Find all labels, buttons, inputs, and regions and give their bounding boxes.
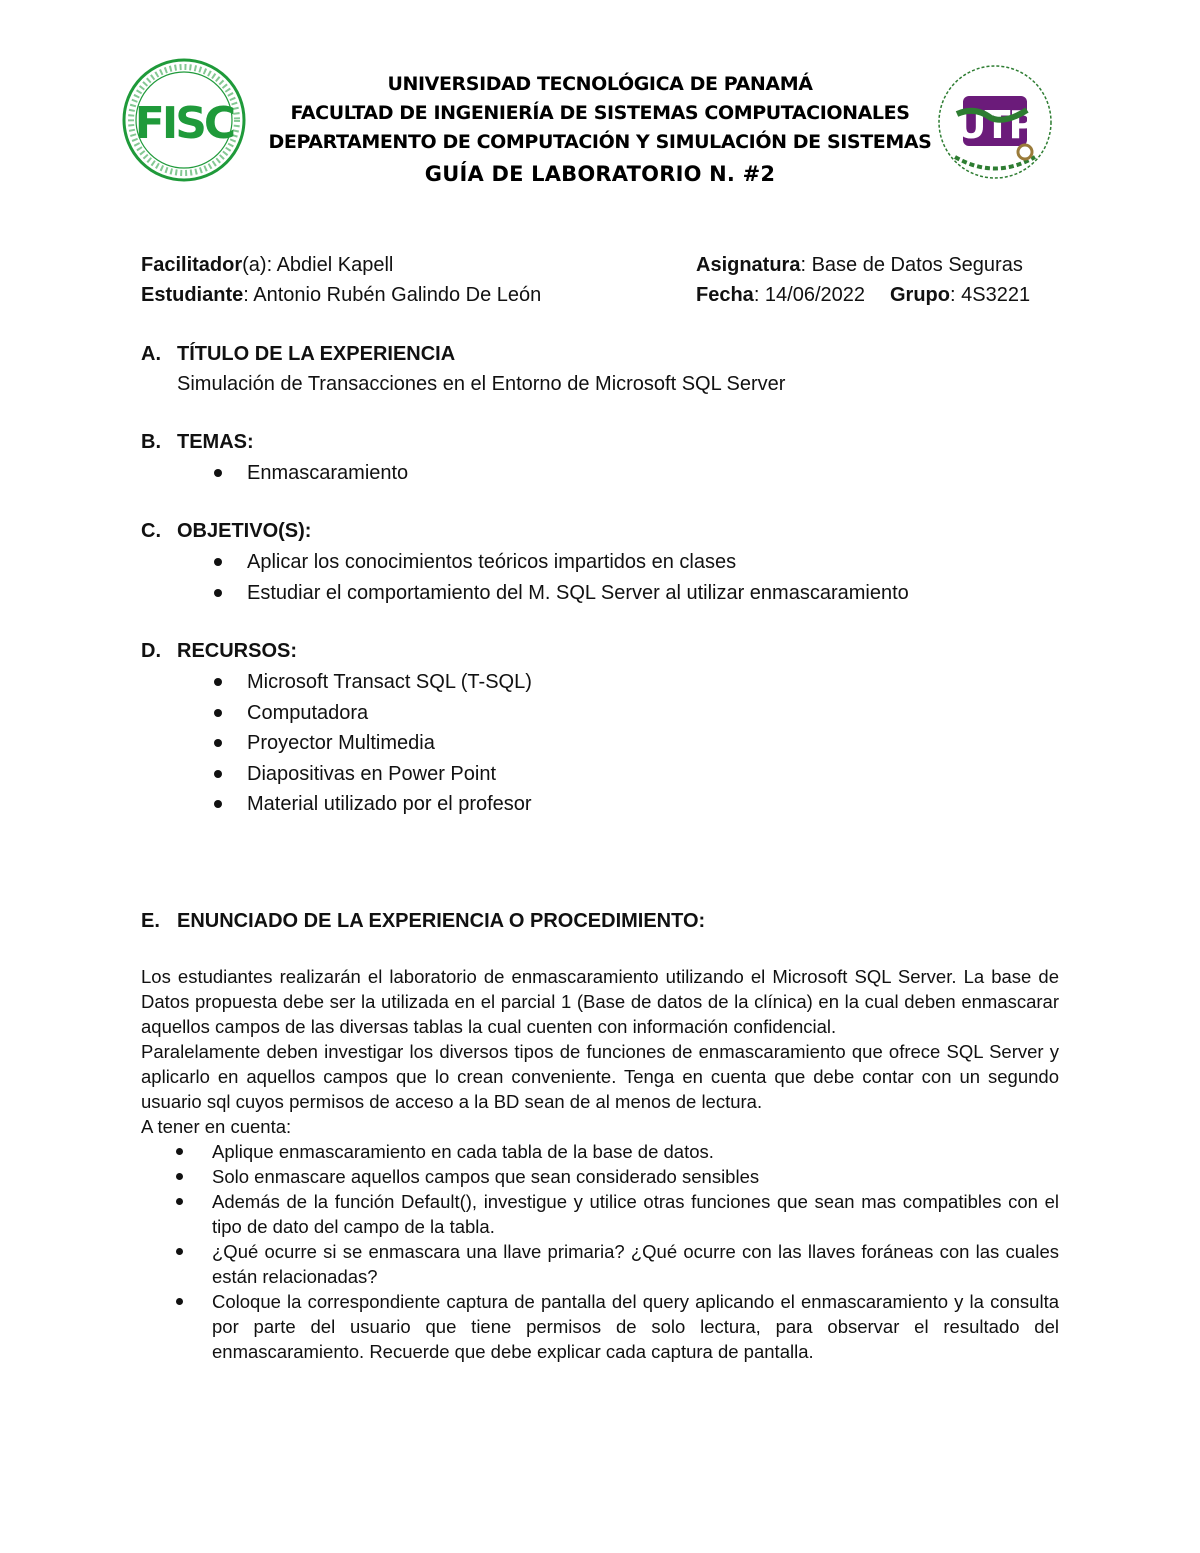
paragraph: Paralelamente deben investigar los diversos tipos de funciones de enmascaramiento que ofrece SQL Server y aplicarlo en aquellos campos que lo crean conveniente. Tenga en cuenta que debe contar con un segundo usuario sql cuyos permisos de acceso a la BD sean de al menos de lectura. — [141, 1041, 1059, 1112]
subject-value: : Base de Datos Seguras — [800, 254, 1023, 276]
section-d-title: RECURSOS: — [177, 640, 298, 662]
guide-title: GUÍA DE LABORATORIO N. #2 — [424, 162, 776, 186]
list-item: Diapositivas en Power Point — [208, 761, 532, 792]
student-label: Estudiante — [141, 284, 244, 306]
date-value: : 14/06/2022 — [753, 284, 866, 306]
date-label: Fecha — [696, 284, 754, 306]
subject-line — [696, 252, 1023, 278]
list-item: Estudiar el comportamiento del M. SQL Server al utilizar enmascaramiento — [208, 580, 909, 611]
date-line — [696, 282, 865, 308]
utp-logo — [935, 62, 1055, 182]
facilitator-line — [141, 252, 393, 278]
section-d-heading — [141, 638, 297, 664]
group-line — [890, 282, 1030, 308]
list-item: Además de la función Default(), investigue y utilice otras funciones que sean mas compatibles con el tipo de dato del campo de la tabla. — [170, 1189, 1059, 1239]
section-c-heading — [141, 518, 311, 544]
group-value: : 4S3221 — [950, 284, 1031, 306]
fisc-logo — [122, 58, 246, 182]
list-item: Microsoft Transact SQL (T-SQL) — [208, 669, 532, 700]
document-header — [250, 70, 950, 191]
section-e-heading — [141, 908, 705, 934]
section-a-text: Simulación de Transacciones en el Entorno de Microsoft SQL Server — [177, 373, 786, 395]
list-item: Solo enmascare aquellos campos que sean considerado sensibles — [170, 1164, 1059, 1189]
section-d-list — [208, 669, 532, 822]
section-b-heading — [141, 429, 254, 455]
subject-label: Asignatura — [696, 254, 801, 276]
section-b-list — [208, 460, 408, 491]
section-d-letter: D. — [141, 640, 161, 662]
section-a-heading — [141, 341, 455, 367]
department-name: DEPARTAMENTO DE COMPUTACIÓN Y SIMULACIÓN DE SISTEMAS — [268, 131, 932, 153]
section-a-title: TÍTULO DE LA EXPERIENCIA — [177, 343, 456, 365]
section-c-title: OBJETIVO(S): — [177, 520, 312, 542]
paragraph: Los estudiantes realizarán el laboratorio de enmascaramiento utilizando el Microsoft SQL Server. La base de Datos propuesta debe ser la utilizada en el parcial 1 (Base de datos de la clínica) en la cual deben enmascarar aquellos campos de las diversas tablas la cual cuenten con información confidencial. — [141, 966, 1059, 1037]
facilitator-suffix: (a): — [242, 254, 277, 276]
svg-text:UTP: UTP — [955, 103, 1035, 147]
section-e-notes — [170, 1139, 1059, 1364]
section-e-letter: E. — [141, 910, 160, 932]
list-item: Material utilizado por el profesor — [208, 791, 532, 822]
faculty-name: FACULTAD DE INGENIERÍA DE SISTEMAS COMPUTACIONALES — [290, 102, 910, 124]
section-b-title: TEMAS: — [177, 431, 254, 453]
list-item: ¿Qué ocurre si se enmascara una llave primaria? ¿Qué ocurre con las llaves foráneas con las cuales están relacionadas? — [170, 1239, 1059, 1289]
list-item: Proyector Multimedia — [208, 730, 532, 761]
section-e-body — [141, 964, 1059, 1139]
note-intro: A tener en cuenta: — [141, 1116, 292, 1137]
section-c-list — [208, 549, 909, 610]
svg-text:FISC: FISC — [134, 98, 234, 149]
student-line — [141, 282, 541, 308]
list-item: Aplicar los conocimientos teóricos impartidos en clases — [208, 549, 909, 580]
facilitator-value: Abdiel Kapell — [276, 254, 394, 276]
list-item: Aplique enmascaramiento en cada tabla de la base de datos. — [170, 1139, 1059, 1164]
section-b-letter: B. — [141, 431, 161, 453]
list-item: Computadora — [208, 700, 532, 731]
section-a-letter: A. — [141, 343, 161, 365]
section-e-title: ENUNCIADO DE LA EXPERIENCIA O PROCEDIMIENTO: — [177, 910, 706, 932]
facilitator-label: Facilitador — [141, 254, 243, 276]
section-c-letter: C. — [141, 520, 161, 542]
list-item: Coloque la correspondiente captura de pantalla del query aplicando el enmascaramiento y la consulta por parte del usuario que tiene permisos de solo lectura, para observar el resultado del enmascaramiento. Recuerde que debe explicar cada captura de pantalla. — [170, 1289, 1059, 1364]
university-name: UNIVERSIDAD TECNOLÓGICA DE PANAMÁ — [387, 73, 813, 95]
student-value: : Antonio Rubén Galindo De León — [243, 284, 542, 306]
group-label: Grupo — [890, 284, 950, 306]
list-item: Enmascaramiento — [208, 460, 408, 491]
